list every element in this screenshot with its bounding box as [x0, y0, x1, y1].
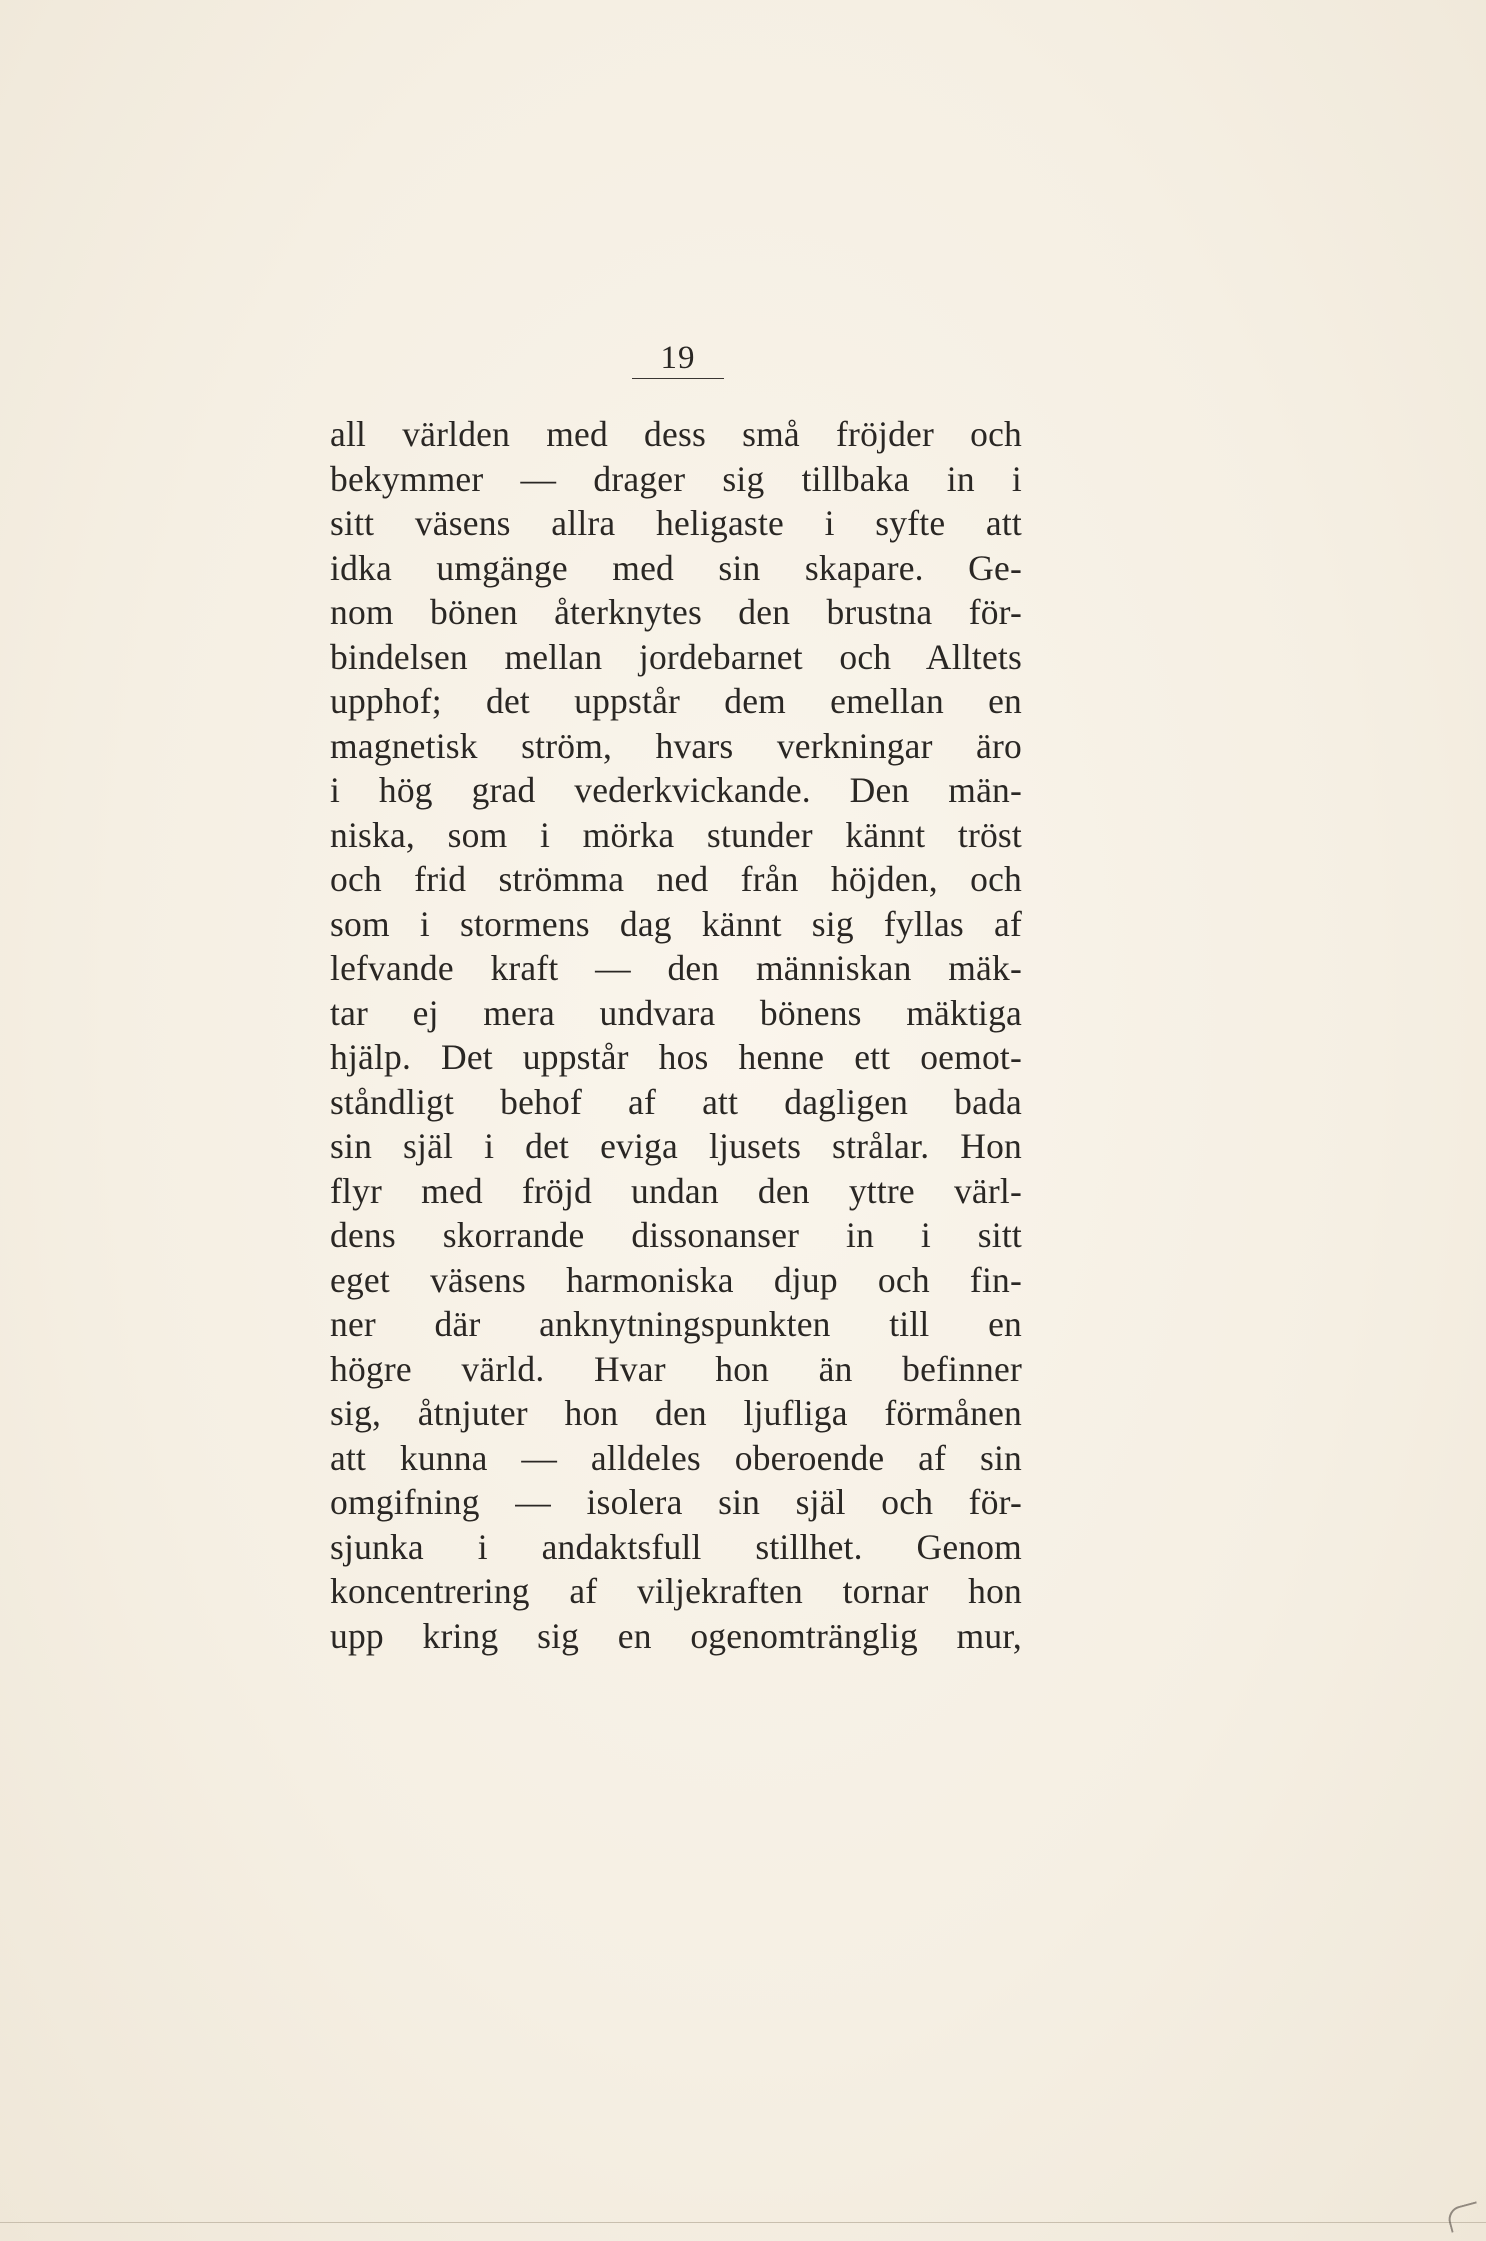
- text-line: upphof; det uppstår dem emellan en: [330, 681, 1022, 721]
- text-line: och frid strömma ned från höjden, och: [330, 859, 1022, 899]
- text-line: sjunka i andaktsfull stillhet. Genom: [330, 1526, 1022, 1567]
- text-line: flyr med fröjd undan den yttre värl-: [330, 1170, 1022, 1211]
- text-line: eget väsens harmoniska djup och fin-: [330, 1259, 1022, 1300]
- text-line: att kunna — alldeles oberoende af sin: [330, 1437, 1022, 1478]
- text-line: nom bönen återknytes den brustna för-: [330, 592, 1022, 632]
- text-line: sitt väsens allra heligaste i syfte att: [330, 503, 1022, 543]
- text-line: bindelsen mellan jordebarnet och Alltets: [330, 636, 1022, 677]
- text-line: omgifning — isolera sin själ och för-: [330, 1482, 1022, 1522]
- page-number: 19: [660, 340, 696, 376]
- text-line: ner där anknytningspunkten till en: [330, 1304, 1022, 1344]
- text-line: upp kring sig en ogenomtränglig mur,: [330, 1615, 1022, 1656]
- text-line: sin själ i det eviga ljusets strålar. Hon: [330, 1126, 1022, 1166]
- text-line: sig, åtnjuter hon den ljufliga förmånen: [330, 1393, 1022, 1433]
- text-line: som i stormens dag kännt sig fyllas af: [330, 903, 1022, 944]
- text-line: idka umgänge med sin skapare. Ge-: [330, 547, 1022, 588]
- text-line: koncentrering af viljekraften tornar hon: [330, 1571, 1022, 1611]
- page-bottom-edge: [0, 2222, 1486, 2223]
- text-line: ståndligt behof af att dagligen bada: [330, 1081, 1022, 1122]
- page-corner-curl: [1445, 2201, 1482, 2232]
- text-line: dens skorrande dissonanser in i sitt: [330, 1215, 1022, 1255]
- text-line: niska, som i mörka stunder kännt tröst: [330, 814, 1022, 855]
- text-line: hjälp. Det uppstår hos henne ett oemot-: [330, 1037, 1022, 1077]
- text-line: magnetisk ström, hvars verkningar äro: [330, 725, 1022, 766]
- text-line: all världen med dess små fröjder och: [330, 414, 1022, 454]
- page-number-underline: [632, 378, 724, 379]
- text-line: högre värld. Hvar hon än befinner: [330, 1348, 1022, 1389]
- text-line: i hög grad vederkvickande. Den män-: [330, 770, 1022, 810]
- text-line: bekymmer — drager sig tillbaka in i: [330, 458, 1022, 499]
- body-text: [330, 412, 1022, 1658]
- text-line: lefvande kraft — den människan mäk-: [330, 948, 1022, 988]
- text-line: tar ej mera undvara bönens mäktiga: [330, 992, 1022, 1033]
